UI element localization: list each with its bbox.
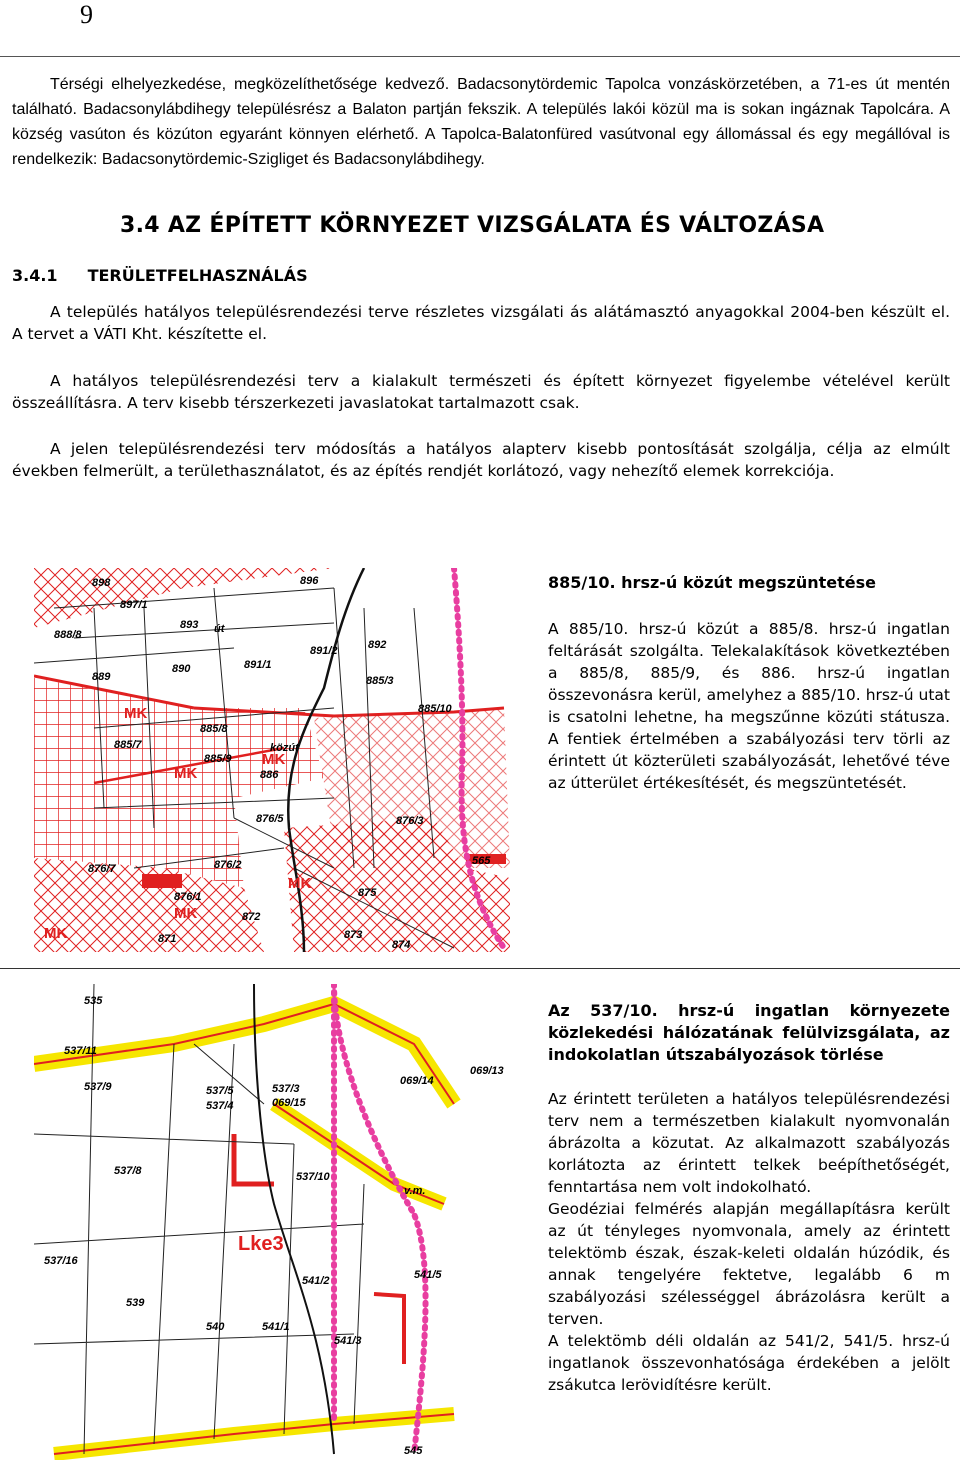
svg-text:876/5: 876/5 xyxy=(256,813,284,825)
svg-text:539: 539 xyxy=(126,1297,145,1309)
case1-title: 885/10. hrsz-ú közút megszüntetése xyxy=(548,573,876,592)
subsection-heading xyxy=(12,266,308,285)
svg-text:885/3: 885/3 xyxy=(366,675,394,687)
svg-text:út: út xyxy=(214,623,225,635)
svg-text:545: 545 xyxy=(404,1445,423,1457)
svg-text:897/1: 897/1 xyxy=(120,599,148,611)
zone-label-mk: MK xyxy=(174,765,198,782)
svg-text:537/3: 537/3 xyxy=(272,1083,300,1095)
header-rule xyxy=(0,56,960,57)
case1-text: A 885/10. hrsz-ú közút a 885/8. hrsz-ú ingatlan feltárását szolgálta. Telekalakítások következtében a 885/8, 885/9, és 886. hrsz-ú ingatlan összevonásra kerül, amelyhez a 885/10. hrsz-ú utat is csatolni lehetne, ha megszűnne közúti státusza. A fentiek értelmében a szabályozási terv törli az érintett út közterületi szabályozását, lehetővé téve az útterület értékesítését, és megszüntetését. xyxy=(548,620,950,792)
subsection-number: 3.4.1 xyxy=(12,266,58,285)
zone-label-mk: MK xyxy=(124,705,148,722)
svg-text:541/3: 541/3 xyxy=(334,1335,362,1347)
svg-text:885/8: 885/8 xyxy=(200,723,228,735)
svg-text:876/7: 876/7 xyxy=(88,863,116,875)
svg-text:537/10: 537/10 xyxy=(296,1171,330,1183)
section-separator xyxy=(0,968,960,969)
zone-label-mk: MK xyxy=(174,905,198,922)
zoning-map-537 xyxy=(34,984,508,1460)
svg-text:541/2: 541/2 xyxy=(302,1275,330,1287)
svg-text:876/2: 876/2 xyxy=(214,859,242,871)
case2-paragraph: Geodéziai felmérés alapján megállapításra került az út tényleges nyomvonala, amely az érintett telektömb észak, észak-keleti oldalán húzódik, és annak tengelyére fektetve, legalább 6 m szabályozási szélességgel ábrázolásra került a terven. xyxy=(548,1200,950,1328)
svg-text:875: 875 xyxy=(358,887,377,899)
svg-text:537/16: 537/16 xyxy=(44,1255,78,1267)
svg-text:069/15: 069/15 xyxy=(272,1097,306,1109)
svg-text:v.m.: v.m. xyxy=(404,1185,426,1197)
svg-text:541/1: 541/1 xyxy=(262,1321,290,1333)
zone-label-mk: MK xyxy=(262,751,286,768)
body-paragraph: A település hatályos településrendezési terve részletes vizsgálati ás alátámasztó anyagokkal 2004-ben készült el. A tervet a VÁTI Kht. készítette el. xyxy=(12,303,950,343)
intro-text: Térségi elhelyezkedése, megközelíthetősége kedvező. Badacsonytördemic Tapolca vonzáskörzetében, a 71-es út mentén található. Badacsonylábdihegy településrész a Balaton partján fekszik. A település lakói közül ma is sokan ingáznak Tapolcára. A község vasúton és közúton egyaránt könnyen elérhető. A Tapolca-Balatonfüred vasútvonal egy állomással és egy megállóval is rendelkezik: Badacsonytördemic-Szigliget és Badacsonylábdihegy. xyxy=(12,76,950,168)
svg-text:565: 565 xyxy=(472,855,491,867)
body-paragraph: A hatályos településrendezési terv a kialakult természeti és épített környezet figyelembe vételével került összeállításra. A terv kisebb térszerkezeti javaslatokat tartalmazott csak. xyxy=(12,372,950,412)
svg-text:540: 540 xyxy=(206,1321,225,1333)
svg-text:874: 874 xyxy=(392,939,411,951)
svg-text:069/13: 069/13 xyxy=(470,1065,504,1077)
building xyxy=(142,874,182,888)
svg-text:885/9: 885/9 xyxy=(204,753,232,765)
zone-label-mk: MK xyxy=(44,925,68,942)
page-number: 9 xyxy=(80,0,93,29)
zone-hatch xyxy=(314,708,510,868)
svg-text:537/5: 537/5 xyxy=(206,1085,234,1097)
section-heading: 3.4 AZ ÉPÍTETT KÖRNYEZET VIZSGÁLATA ÉS VÁLTOZÁSA xyxy=(120,213,825,238)
svg-text:541/5: 541/5 xyxy=(414,1269,442,1281)
case2-paragraph: A telektömb déli oldalán az 541/2, 541/5. hrsz-ú ingatlanok összevonhatósága érdekében a jelölt zsákutca lerövidítésre került. xyxy=(548,1332,950,1394)
svg-text:896: 896 xyxy=(300,575,319,587)
zone-label-mk: MK xyxy=(288,875,312,892)
zoning-map-885 xyxy=(34,568,510,952)
svg-text:537/9: 537/9 xyxy=(84,1081,112,1093)
svg-text:872: 872 xyxy=(242,911,261,923)
svg-text:891/2: 891/2 xyxy=(310,645,338,657)
svg-text:886: 886 xyxy=(260,769,279,781)
svg-text:873: 873 xyxy=(344,929,363,941)
svg-text:885/7: 885/7 xyxy=(114,739,142,751)
svg-text:888/8: 888/8 xyxy=(54,629,82,641)
svg-text:871: 871 xyxy=(158,933,177,945)
case2-description xyxy=(548,1000,950,1396)
svg-text:898: 898 xyxy=(92,577,111,589)
svg-text:közút: közút xyxy=(270,742,299,754)
svg-text:892: 892 xyxy=(368,639,387,651)
case1-description xyxy=(548,572,950,794)
zone-label-lke3: Lke3 xyxy=(238,1233,284,1255)
svg-text:893: 893 xyxy=(180,619,199,631)
svg-text:890: 890 xyxy=(172,663,191,675)
svg-text:885/10: 885/10 xyxy=(418,703,452,715)
svg-text:537/8: 537/8 xyxy=(114,1165,142,1177)
svg-text:537/4: 537/4 xyxy=(206,1100,234,1112)
svg-text:535: 535 xyxy=(84,995,103,1007)
case2-title: Az 537/10. hrsz-ú ingatlan környezete közlekedési hálózatának felülvizsgálata, az indokolatlan útszabályozások törlése xyxy=(548,1001,950,1064)
svg-text:876/3: 876/3 xyxy=(396,815,424,827)
body-paragraph: A jelen településrendezési terv módosítás a hatályos alapterv kisebb pontosítását szolgálja, célja az elmúlt években felmerült, a területhasználatot, és az építés rendjét korlátozó, vagy nehezítő elemek korrekciója. xyxy=(12,440,950,480)
subsection-title: TERÜLETFELHASZNÁLÁS xyxy=(87,266,308,285)
case2-paragraph: Az érintett területen a hatályos településrendezési terv nem a természetben kialakult nyomvonalán ábrázolta a közutat. Az alkalmazott szabályozás korlátozta az érintett telkek beépíthetőségét, fenntartása nem volt indokolható. xyxy=(548,1090,950,1196)
svg-text:537/11: 537/11 xyxy=(64,1045,97,1057)
svg-text:891/1: 891/1 xyxy=(244,659,272,671)
svg-text:889: 889 xyxy=(92,671,111,683)
svg-text:876/1: 876/1 xyxy=(174,891,202,903)
svg-text:069/14: 069/14 xyxy=(400,1075,434,1087)
intro-paragraph xyxy=(12,72,950,172)
